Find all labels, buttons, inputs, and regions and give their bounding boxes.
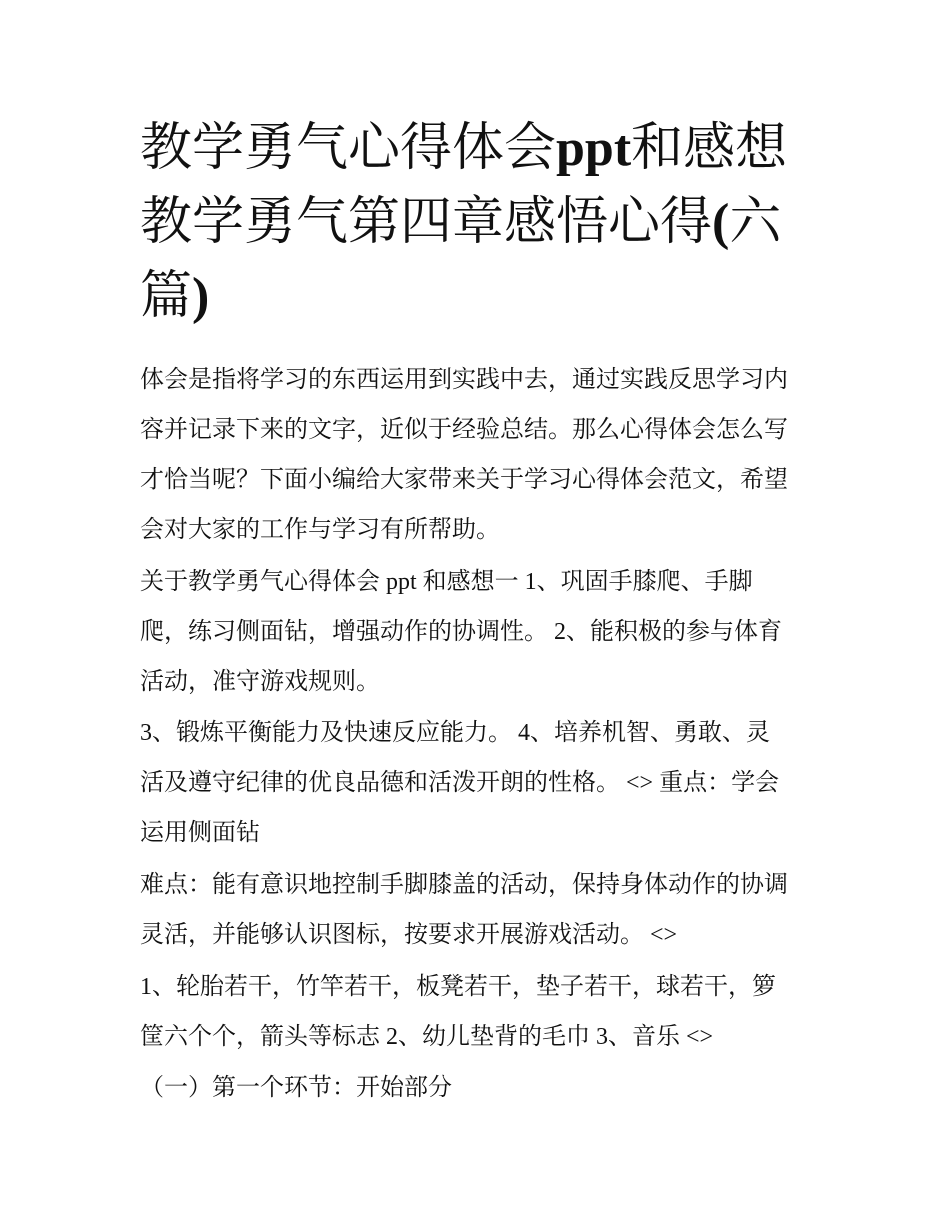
title-text: 六 [729, 194, 782, 251]
paragraph-line: 1、轮胎若干，竹竿若干，板凳若干，垫子若干，球若干，箩 [140, 974, 776, 1000]
paragraph-line: 活动，准守游戏规则。 [140, 669, 380, 695]
document-title [140, 112, 840, 334]
title-text: 教学勇气心得体会 [140, 120, 557, 177]
paragraph-line: 会对大家的工作与学习有所帮助。 [140, 517, 500, 543]
paragraph-line: 体会是指将学习的东西运用到实践中去，通过实践反思学习内 [140, 367, 788, 393]
paragraph-line: 容并记录下来的文字，近似于经验总结。那么心得体会怎么写 [140, 417, 788, 443]
paragraph-line: 3、锻炼平衡能力及快速反应能力。 4、培养机智、勇敢、灵 [140, 720, 770, 746]
title-text: 篇 [140, 268, 193, 325]
paragraph-line: 运用侧面钻 [140, 820, 260, 846]
title-text: 和感想 [631, 120, 788, 177]
title-text-bold: ppt [556, 120, 632, 177]
title-text-bold: ) [192, 268, 210, 325]
paragraph-line: 爬，练习侧面钻，增强动作的协调性。 2、能积极的参与体育 [140, 619, 782, 645]
section-heading: （一）第一个环节：开始部分 [140, 1075, 452, 1101]
paragraph-line: 才恰当呢？下面小编给大家带来关于学习心得体会范文，希望 [140, 467, 788, 493]
paragraph-line: 活及遵守纪律的优良品德和活泼开朗的性格。 <> 重点：学会 [140, 770, 780, 796]
title-text: 教学勇气第四章感悟心得 [140, 194, 713, 251]
title-text-bold: ( [712, 194, 730, 251]
paragraph-line: 难点：能有意识地控制手脚膝盖的活动，保持身体动作的协调 [140, 872, 788, 898]
paragraph-line: 灵活，并能够认识图标，按要求开展游戏活动。 <> [140, 922, 678, 948]
paragraph-line: 筐六个个，箭头等标志 2、幼儿垫背的毛巾 3、音乐 <> [140, 1024, 714, 1050]
paragraph-line: 关于教学勇气心得体会 ppt 和感想一 1、巩固手膝爬、手脚 [140, 569, 753, 595]
